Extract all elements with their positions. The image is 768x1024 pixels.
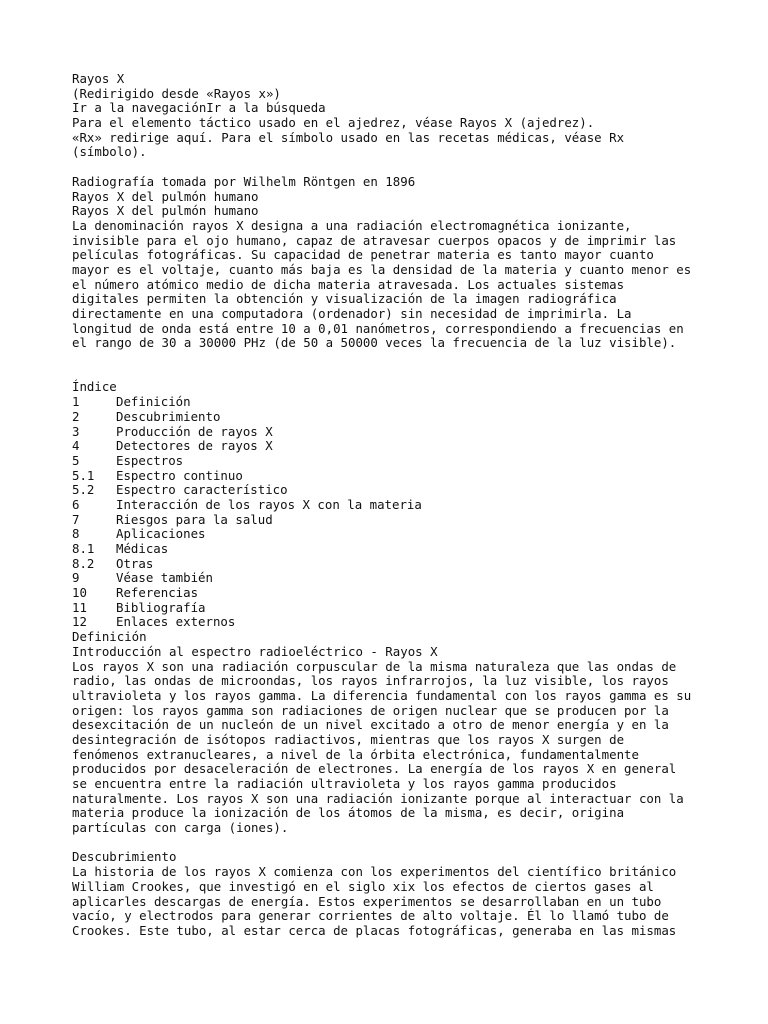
toc-number: 8 [72,526,80,542]
toc-title[interactable]: Interacción de los rayos X con la materia [116,496,422,512]
paragraph-line: William Crookes, que investigó en el siglo xix los efectos de ciertos gases al [72,878,654,894]
paragraph-line: invisible para el ojo humano, capaz de atravesar cuerpos opacos y de imprimir las [72,232,677,248]
toc-item[interactable] [72,483,702,498]
paragraph-line: partículas con carga (iones). [72,820,289,836]
paragraph-line: desexcitación de un nucleón de un nivel excitado a otro de menor energía y en la [72,717,669,733]
toc-item[interactable] [72,557,702,572]
toc-title[interactable]: Detectores de rayos X [116,438,273,454]
paragraph-line: ultravioleta y los rayos gamma. La diferencia fundamental con los rayos gamma es su [72,687,692,703]
paragraph-line: mayor es el voltaje, cuanto más baja es la densidad de la materia y cuanto menor es [72,261,692,277]
toc-number: 5.2 [72,482,95,498]
paragraph-line: longitud de onda está entre 10 a 0,01 nanómetros, correspondiendo a frecuencias en [72,320,684,336]
spacer [72,351,702,366]
toc-number: 10 [72,585,87,601]
toc-title[interactable]: Médicas [116,541,169,556]
paragraph-line: radio, las ondas de microondas, los rayos infrarrojos, la luz visible, los rayos [72,673,669,689]
toc-number: 5.1 [72,467,95,483]
toc-title[interactable]: Definición [116,394,191,410]
toc-title[interactable]: Enlaces externos [116,614,236,630]
toc-title[interactable]: Espectros [116,452,184,468]
intro-paragraph [72,219,702,351]
paragraph-line: películas fotográficas. Su capacidad de penetrar materia es tanto mayor cuanto [72,247,654,263]
document-page [72,72,702,939]
toc-title[interactable]: Producción de rayos X [116,423,273,439]
paragraph-line: origen: los rayos gamma son radiaciones de origen nuclear que se producen por la [72,702,669,718]
toc-number: 2 [72,408,80,424]
toc-heading: Índice [72,379,117,395]
spacer [72,160,702,175]
toc-item[interactable] [72,439,702,454]
paragraph-line: vacío, y electrodos para generar corrientes de alto voltaje. Él lo llamó tubo de [72,908,669,924]
skip-links[interactable]: Ir a la navegaciónIr a la búsqueda [72,100,326,116]
image-caption: Radiografía tomada por Wilhelm Röntgen en 1896 [72,173,416,189]
toc-title[interactable]: Bibliografía [116,599,206,615]
paragraph-line: digitales permiten la obtención y visualización de la imagen radiográfica [72,291,617,307]
section-heading: Definición [72,629,147,645]
toc-item[interactable] [72,513,702,528]
toc-title[interactable]: Referencias [116,585,199,601]
toc-title[interactable]: Espectro continuo [116,467,243,483]
paragraph-line: materia produce la ionización de los átomos de la misma, es decir, origina [72,805,625,821]
spacer [72,836,702,851]
toc-number: 6 [72,496,80,512]
section-heading: Descubrimiento [72,849,177,865]
paragraph-line: naturalmente. Los rayos X son una radiación ionizante porque al interactuar con la [72,790,684,806]
toc-number: 3 [72,423,80,439]
paragraph-line: se encuentra entre la radiación ultravioleta y los rayos gamma producidos [72,776,617,791]
paragraph-line: el número atómico medio de dicha materia atravesada. Los actuales sistemas [72,276,625,292]
toc-title[interactable]: Otras [116,555,154,571]
paragraph-line: Crookes. Este tubo, al estar cerca de placas fotográficas, generaba en las mismas [72,922,677,938]
paragraph-line: aplicarles descargas de energía. Estos experimentos se desarrollaban en un tubo [72,893,662,909]
paragraph-line: el rango de 30 a 30000 PHz (de 50 a 50000 veces la frecuencia de la luz visible). [72,335,677,351]
hatnote-rx-line: (símbolo). [72,144,147,160]
toc-title[interactable]: Véase también [116,570,213,586]
toc-number: 12 [72,614,87,630]
discovery-section [72,850,702,938]
paragraph-line: directamente en una computadora (ordenador) sin necesidad de imprimirla. La [72,306,632,321]
section-subheading: Introducción al espectro radioeléctrico - Rayos X [72,643,438,659]
toc-item[interactable] [72,410,702,425]
toc-item[interactable] [72,498,702,513]
paragraph-line: La denominación rayos X designa a una radiación electromagnética ionizante, [72,217,632,233]
paragraph-line: La historia de los rayos X comienza con los experimentos del científico británico [72,864,677,880]
toc-number: 9 [72,570,80,586]
toc-number: 1 [72,394,80,410]
toc-title[interactable]: Descubrimiento [116,408,221,424]
image-caption: Rayos X del pulmón humano [72,188,259,204]
toc-item[interactable] [72,615,702,630]
hatnote-rx-line: «Rx» redirige aquí. Para el símbolo usado en las recetas médicas, véase Rx [72,129,625,145]
toc-number: 5 [72,452,80,468]
article-title: Rayos X [72,71,125,86]
spacer [72,366,702,381]
toc-number: 11 [72,599,87,615]
hatnote-chess: Para el elemento táctico usado en el ajedrez, véase Rayos X (ajedrez). [72,115,595,131]
toc-item[interactable] [72,601,702,616]
toc-number: 7 [72,511,80,527]
paragraph-line: desintegración de isótopos radiactivos, mientras que los rayos X surgen de [72,731,625,747]
toc-title[interactable]: Espectro característico [116,482,288,498]
paragraph-line: Los rayos X son una radiación corpuscular de la misma naturaleza que las ondas de [72,658,677,674]
paragraph-line: fenómenos extranucleares, a nivel de la órbita electrónica, fundamentalmente [72,746,639,762]
toc-item[interactable] [72,454,702,469]
toc-number: 8.1 [72,541,95,556]
image-caption: Rayos X del pulmón humano [72,203,259,219]
toc-item[interactable] [72,571,702,586]
toc-number: 4 [72,438,80,454]
toc-item[interactable] [72,469,702,484]
definition-section [72,630,702,836]
toc-item[interactable] [72,586,702,601]
redirect-note: (Redirigido desde «Rayos x») [72,85,281,101]
toc-item[interactable] [72,542,702,557]
toc-item[interactable] [72,425,702,440]
toc-title[interactable]: Riesgos para la salud [116,511,273,527]
toc-title[interactable]: Aplicaciones [116,526,206,542]
toc-item[interactable] [72,395,702,410]
table-of-contents [72,380,702,630]
toc-item[interactable] [72,527,702,542]
toc-number: 8.2 [72,555,95,571]
paragraph-line: producidos por desaceleración de electrones. La energía de los rayos X en general [72,761,677,777]
